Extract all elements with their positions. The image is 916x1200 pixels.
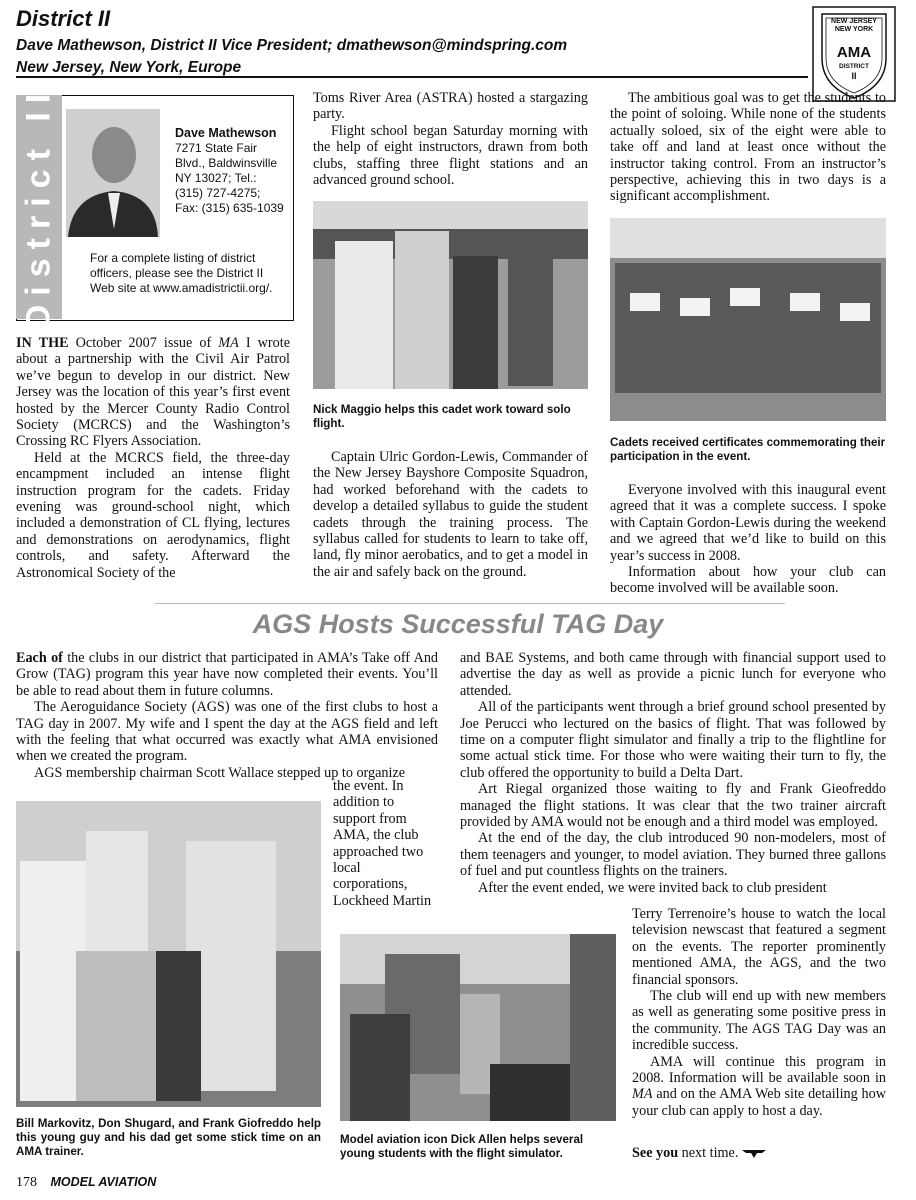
article2-para8-cont: Terry Terrenoire’s house to watch the local television newscast that featured a segment on the events. The reporter prominently mentioned AMA, the AGS, and the two financial sponsors. <box>632 906 886 988</box>
section-separator <box>155 603 785 604</box>
header-region: New Jersey, New York, Europe <box>16 59 242 76</box>
district-listing-note: For a complete listing of district officers, please see the District II Web site at www.amadistrictii.org/. <box>90 251 273 295</box>
article1-para7: Everyone involved with this inaugural event agreed that it was a complete success. I spoke with Captain Gordon-Lewis during the weekend and we agreed that we’d like to build on this year’s success in 2008. <box>610 482 886 564</box>
article2-para4: and BAE Systems, and both came through with financial support used to advertise the day as well as provide a picnic lunch for everyone who attended. <box>460 650 886 699</box>
photo4-caption: Model aviation icon Dick Allen helps several young students with the flight simulator. <box>340 1133 584 1160</box>
vp-address: 7271 State Fair Blvd., Baldwinsville NY 13027; Tel.: (315) 727-4275; Fax: (315) 635-1039 <box>175 141 284 215</box>
article2-para6: Art Riegal organized those waiting to fly and Frank Gieofreddo managed the flight stations. It was clear that the two trainer aircraft provided by AMA would not be enough and a third model was employed. <box>460 781 886 831</box>
article2-para7: At the end of the day, the club introduced 90 non-modelers, most of them teenagers and younger, to model aviation. They burned three gallons of fuel and put countless flights on the trainers. <box>460 830 886 880</box>
article1-column2-bottom <box>313 449 588 580</box>
article1-para5: Captain Ulric Gordon-Lewis, Commander of the New Jersey Bayshore Composite Squadron, had worked beforehand with the cadets to develop a detailed syllabus to guide the student cadets through the training process. The syllabus called for students to learn to take off, land, fly minor aerobatics, and to get a model in the air and safely back on the ground. <box>313 449 588 580</box>
article2-para5: All of the participants went through a brief ground school presented by Joe Perucci who lectured on the basics of flight. That was followed by time on a computer flight simulator and finally a trip to the flightline for some actual stick time. For those who were waiting their turn to fly, the club offered the opportunity to build a Delta Dart. <box>460 699 886 781</box>
article2-signoff: See you next time. <box>632 1145 886 1162</box>
page-title: District II <box>16 6 111 31</box>
article1-para4: Flight school began Saturday morning with the help of eight instructors, drawn from both clubs, staffing three flight stations and an advanced ground school. <box>313 122 588 189</box>
header-rule <box>16 76 808 78</box>
flight-simulator-photo <box>340 934 616 1121</box>
badge-district-number: II <box>851 71 857 81</box>
badge-district-text: DISTRICT <box>839 63 869 70</box>
vp-portrait-photo <box>66 109 160 237</box>
photo3-caption: Bill Markovitz, Don Shugard, and Frank Giofreddo help this young guy and his dad get some stick time on an AMA trainer. <box>16 1117 321 1158</box>
article1-para1: IN THE October 2007 issue of MA I wrote about a partnership with the Civil Air Patrol we’ve begun to develop in our district. New Jersey was the location of this year’s first event hosted by the Mercer County Radio Control Society (MCRCS) and the Washington’s Crossing RC Flyers Association. <box>16 335 290 450</box>
magazine-name: MODEL AVIATION <box>50 1175 157 1189</box>
cadets-certificates-photo <box>610 218 886 421</box>
article1-column3-top <box>610 90 886 205</box>
article1-column2-top <box>313 90 588 188</box>
article2-para8: After the event ended, we were invited back to club president <box>478 879 827 896</box>
header-byline: Dave Mathewson, District II Vice President; dmathewson@mindspring.com <box>16 37 568 54</box>
article1-para3: Toms River Area (ASTRA) hosted a stargazing party. <box>313 90 588 123</box>
article1-para8: Information about how your club can become involved will be available soon. <box>610 564 886 597</box>
article2-right-bottom <box>632 906 886 1119</box>
photo2-caption: Cadets received certificates commemorating their participation in the event. <box>610 436 886 463</box>
district-vertical-label: District II <box>19 84 58 330</box>
article2-right-top <box>460 650 886 896</box>
page-number: 178 <box>16 1175 37 1190</box>
badge-top-text: NEW JERSEY NEW YORK <box>831 18 877 33</box>
ama-logo-icon <box>742 1146 766 1162</box>
vp-name: Dave Mathewson <box>175 126 277 140</box>
article2-left-top <box>16 650 438 781</box>
article2-para10: AMA will continue this program in 2008. Information will be available soon in MA and on the AMA Web site detailing how your club can apply to host a day. <box>632 1053 886 1119</box>
article2-para3-cont: the event. In addition to support from AMA, the club approached two local corporations, Lockheed Martin <box>333 778 432 909</box>
photo1-caption: Nick Maggio helps this cadet work toward solo flight. <box>313 403 571 430</box>
article1-para2: Held at the MCRCS field, the three-day encampment included an intense flight instruction program for the cadets. Friday evening was ground-school night, which included a demonstration of CL flying, lectures and demonstrations on aerodynamics, flight controls, and safety. Afterward the Astronomical Society of the <box>16 449 290 581</box>
ama-district-badge <box>812 6 896 102</box>
trainer-group-photo <box>16 801 321 1107</box>
article1-column1 <box>16 335 290 581</box>
article2-para3: AGS membership chairman Scott Wallace stepped up to organize <box>34 764 406 781</box>
article2-para9: The club will end up with new members as well as generating some positive press in the community. The AGS TAG Day was an incredible success. <box>632 988 886 1054</box>
article2-para1: Each of the clubs in our district that participated in AMA’s Take off And Grow (TAG) program this year have now completed their events. You’ll be able to read about them in future columns. <box>16 650 439 699</box>
article2-para2: The Aeroguidance Society (AGS) was one of the first clubs to host a TAG day in 2007. My wife and I spent the day at the AGS field and left with the feeling that what occurred was exactly what AMA envisioned when we created the program. <box>16 699 438 765</box>
cadet-flight-photo <box>313 201 588 389</box>
badge-ama-text: AMA <box>836 44 872 61</box>
page-footer <box>16 1175 156 1191</box>
article1-para6: The ambitious goal was to get the students to the point of soloing. While none of the students actually soloed, six of the eight were able to take off and land at least once without the instructor taking control. From an instructor’s perspective, achieving this in two days is a significant accomplishment. <box>610 90 886 205</box>
article2-headline: AGS Hosts Successful TAG Day <box>252 609 664 639</box>
article1-column3-bottom <box>610 482 886 597</box>
